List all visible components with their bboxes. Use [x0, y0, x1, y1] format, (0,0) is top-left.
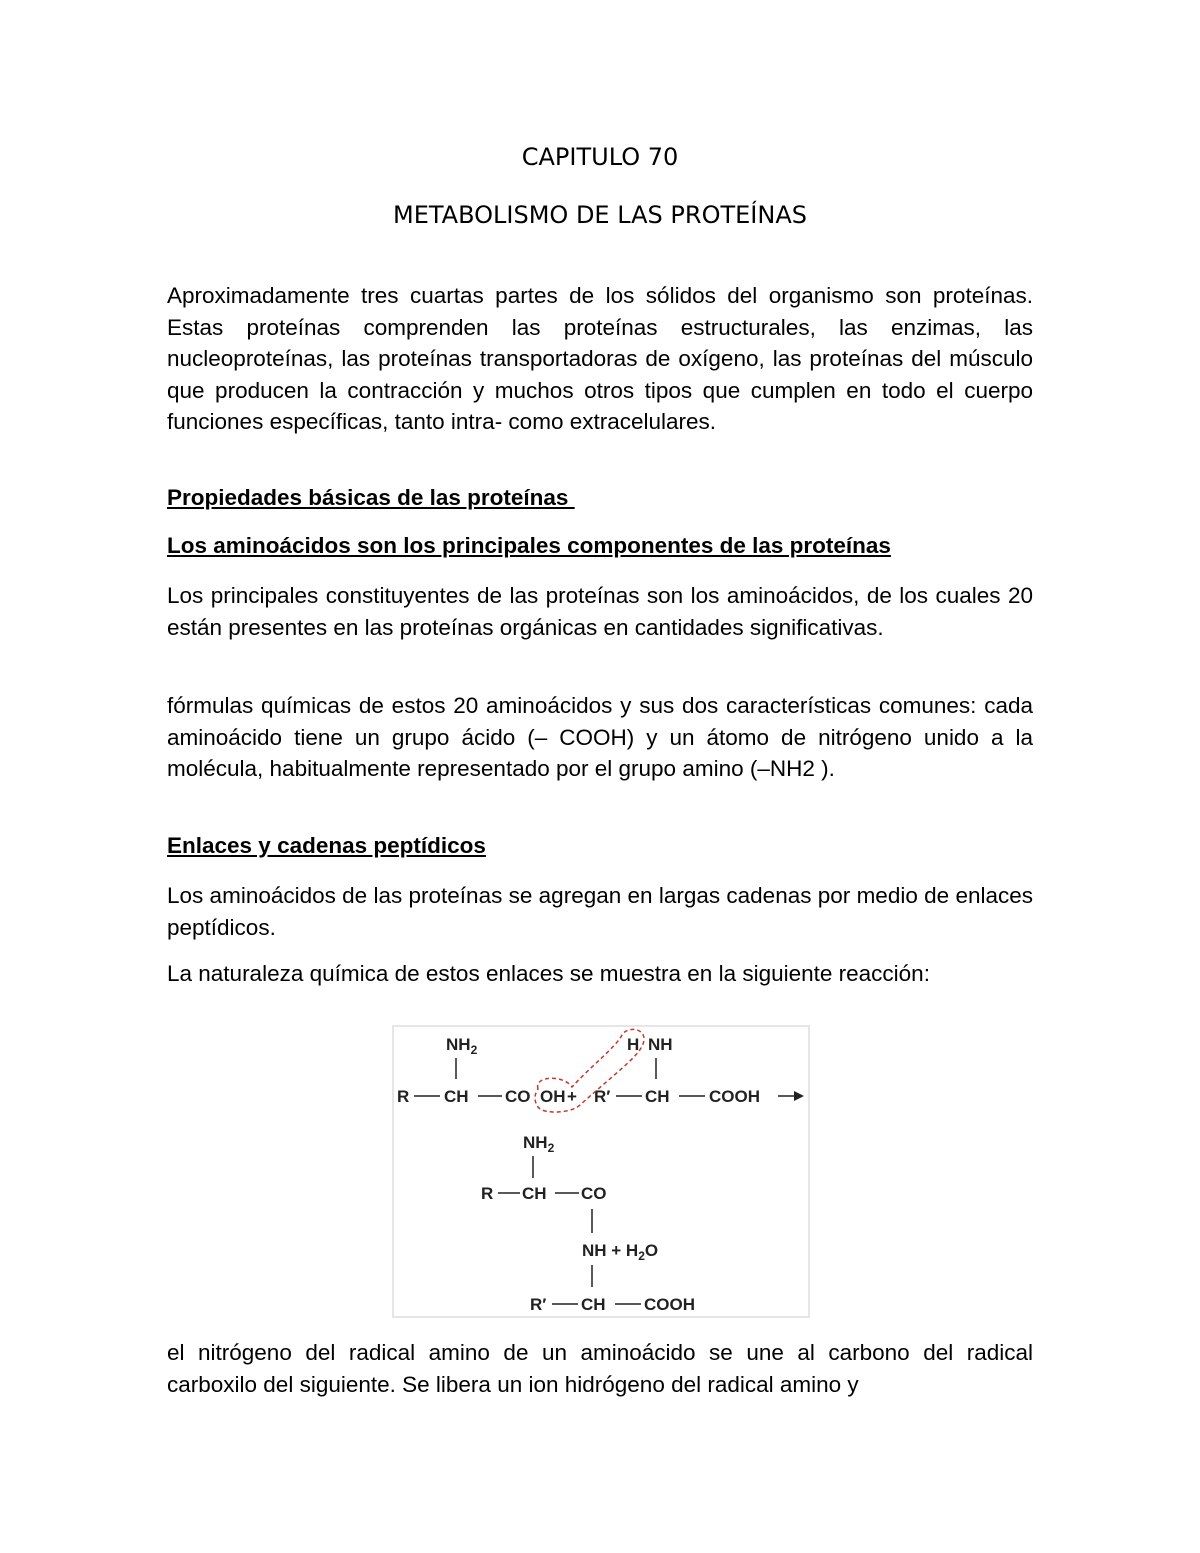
- reaction-diagram: [394, 1027, 808, 1316]
- h-label: H: [627, 1035, 640, 1054]
- intro-paragraph: Aproximadamente tres cuartas partes de los sólidos del organismo son proteínas. Estas proteínas comprenden las proteínas estructurales, las enzimas, las nucleoproteínas, las proteínas transportadoras de oxígeno, las proteínas del músculo que producen la contracción y muchos otros tipos que cumplen en todo el cuerpo funciones específicas, tanto intra- como extracelulares.: [167, 283, 1033, 434]
- nh-plus-h2o-label: NH + $H_2O$: [582, 1241, 659, 1263]
- r-prime-label-1: R′: [594, 1087, 611, 1106]
- co-label-1: CO: [505, 1087, 531, 1106]
- cooh-label-2: COOH: [644, 1295, 695, 1314]
- r-label-1: R: [397, 1087, 410, 1106]
- cooh-label-1: COOH: [709, 1087, 760, 1106]
- peptide-reaction-figure: [392, 1025, 810, 1318]
- chapter-title: CAPITULO 70: [521, 143, 679, 171]
- page-title: METABOLISMO DE LAS PROTEÍNAS: [393, 201, 807, 229]
- nh-label-1: NH: [648, 1035, 673, 1054]
- ch-label-2: CH: [645, 1087, 670, 1106]
- formulas-paragraph: fórmulas químicas de estos 20 aminoácidos y sus dos características comunes: cada aminoácido tiene un grupo ácido (– COOH) y un átomo de nitrógeno unido a la molécula, habitualmente representado por el grupo amino (–NH2 ).: [167, 693, 1033, 781]
- ch-label-3: CH: [522, 1184, 547, 1203]
- r-prime-label-2: R′: [530, 1295, 547, 1314]
- ch-label-1: CH: [444, 1087, 469, 1106]
- oh-label: OH: [540, 1087, 566, 1106]
- r-label-2: R: [481, 1184, 494, 1203]
- heading-amino-acids: Los aminoácidos son los principales componentes de las proteínas: [167, 533, 891, 558]
- arrow-head-icon: [794, 1091, 804, 1101]
- heading-peptide-bonds: Enlaces y cadenas peptídicos: [167, 833, 486, 858]
- nh2-label-1: $NH_2$: [446, 1035, 478, 1057]
- reaction-intro: La naturaleza química de estos enlaces se muestra en la siguiente reacción:: [167, 961, 930, 986]
- nh2-label-2: $NH_2$: [523, 1133, 555, 1155]
- closing-paragraph: el nitrógeno del radical amino de un aminoácido se une al carbono del radical carboxilo del siguiente. Se libera un ion hidrógeno del radical amino y: [167, 1340, 1033, 1397]
- co-label-2: CO: [581, 1184, 607, 1203]
- amino-paragraph: Los principales constituyentes de las proteínas son los aminoácidos, de los cuales 20 están presentes en las proteínas orgánicas en cantidades significativas.: [167, 583, 1033, 640]
- plus-label-1: +: [567, 1087, 577, 1106]
- ch-label-4: CH: [581, 1295, 606, 1314]
- bonds-paragraph: Los aminoácidos de las proteínas se agregan en largas cadenas por medio de enlaces peptídicos.: [167, 883, 1033, 940]
- heading-properties: Propiedades básicas de las proteínas: [167, 485, 575, 510]
